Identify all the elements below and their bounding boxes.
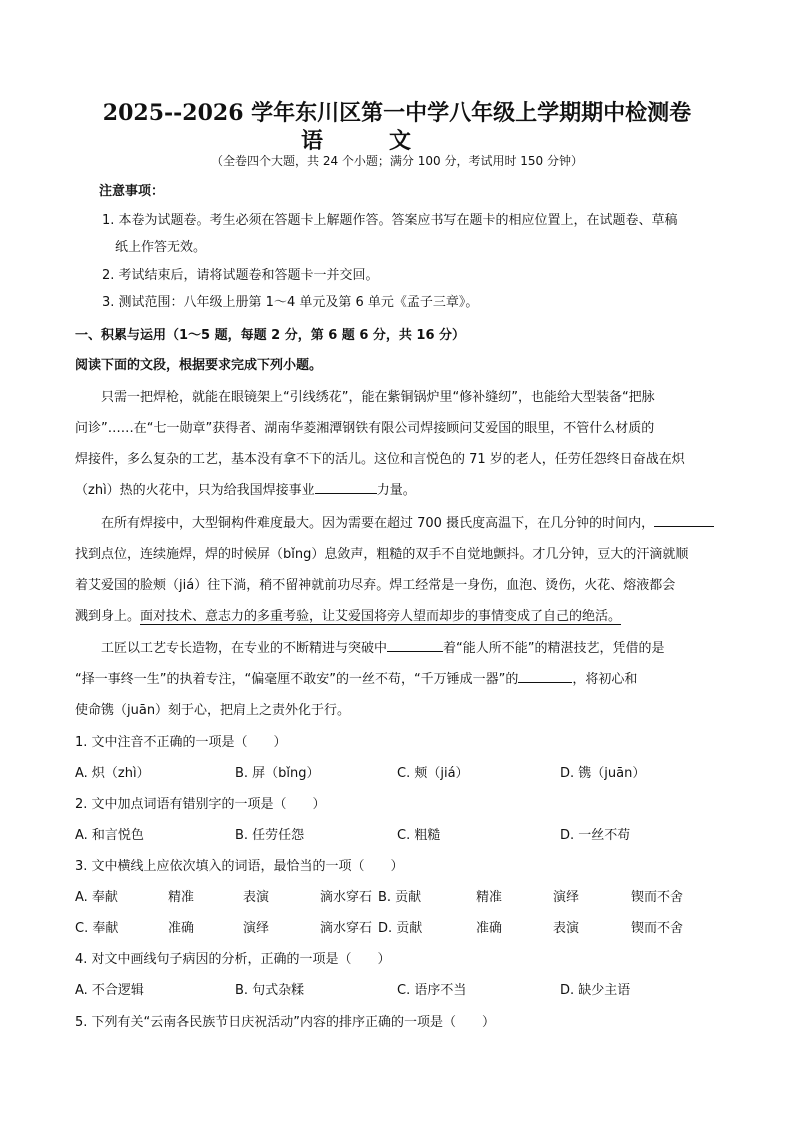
question-3-option-b-word4: 锲而不舍 <box>631 890 684 905</box>
underlined-sentence: 面对技术、意志力的多重考验，让艾爱国将旁人望而却步的事情变成了自己的绝活。 <box>140 609 622 624</box>
question-4-option-d[interactable]: D. 缺少主语 <box>560 983 631 998</box>
question-2-option-b[interactable]: B. 任劳任怨 <box>235 828 305 843</box>
passage-p2-line2: 找到点位，连续施焊，焊的时候屏（bǐng）息敛声，粗糙的双手不自觉地颤抖。才几分钟，豆大的汗滴就顺 <box>75 547 689 562</box>
passage-p1-line2: 问诊”……在“七一勋章”获得者、湖南华菱湘潭钢铁有限公司焊接顾问艾爱国的眼里，不管什么材质的 <box>75 421 655 436</box>
question-1-option-b[interactable]: B. 屏（bǐng） <box>235 766 320 781</box>
fill-blank-2 <box>654 514 714 527</box>
question-2-option-d[interactable]: D. 一丝不苟 <box>560 828 631 843</box>
notice-item-3: 3. 测试范围：八年级上册第 1～4 单元及第 6 单元《孟子三章》。 <box>102 295 479 310</box>
question-1-option-d[interactable]: D. 镌（juān） <box>560 766 646 781</box>
passage-p1-line4 <box>75 479 416 498</box>
question-4-option-a[interactable]: A. 不合逻辑 <box>75 983 144 998</box>
question-3-option-a-word3: 表演 <box>243 890 270 905</box>
question-3-option-d-word2: 准确 <box>476 921 503 936</box>
question-2-option-a[interactable]: A. 和言悦色 <box>75 828 144 843</box>
passage-p3-line2-end: ，将初心和 <box>572 672 638 687</box>
passage-p2-line3: 着艾爱国的脸颊（jiá）往下淌，稍不留神就前功尽弃。焊工经常是一身伤，血泡、烫伤，火花、熔液都会 <box>75 578 676 593</box>
passage-p3-line1-text: 工匠以工艺专长造物，在专业的不断精进与突破中 <box>101 641 388 656</box>
question-3-option-b-word3: 演绎 <box>553 890 580 905</box>
question-3-option-a[interactable]: A. 奉献 <box>75 890 118 905</box>
passage-p3-line2 <box>75 668 637 687</box>
question-3-option-d-word4: 锲而不舍 <box>631 921 684 936</box>
notice-heading: 注意事项： <box>99 184 165 199</box>
passage-p2-line4-text: 溅到身上。 <box>75 609 141 624</box>
passage-p2-line1-text: 在所有焊接中，大型铜构件难度最大。因为需要在超过 700 摄氏度高温下，在几分钟的时间内， <box>101 516 655 531</box>
question-3-option-c-word3: 演绎 <box>243 921 270 936</box>
question-3-stem: 3. 文中横线上应依次填入的词语，最恰当的一项（ ） <box>75 859 404 874</box>
section-instruction: 阅读下面的文段，根据要求完成下列小题。 <box>75 358 323 373</box>
question-3-option-b[interactable]: B. 贡献 <box>378 890 422 905</box>
question-3-option-a-word2: 精准 <box>168 890 195 905</box>
notice-item-1: 1. 本卷为试题卷。考生必须在答题卡上解题作答。答案应书写在题卡的相应位置上，在试题卷、草稿 <box>102 213 678 228</box>
passage-p1-line4-end: 力量。 <box>376 483 416 498</box>
exam-title: 2025--2026 学年东川区第一中学八年级上学期期中检测卷 <box>102 100 692 126</box>
question-3-option-a-word4: 滴水穿石 <box>320 890 373 905</box>
passage-p1-line3: 焊接件，多么复杂的工艺，基本没有拿不下的活儿。这位和言悦色的 71 岁的老人，任劳任怨终日奋战在炽 <box>75 452 685 467</box>
question-2-stem: 2. 文中加点词语有错别字的一项是（ ） <box>75 797 326 812</box>
fill-blank-3 <box>387 639 443 652</box>
subject-title: 语 文 <box>300 128 433 154</box>
question-1-option-a[interactable]: A. 炽（zhì） <box>75 766 150 781</box>
passage-p1-line1: 只需一把焊枪，就能在眼镜架上“引线绣花”，能在紫铜锅炉里“修补缝纫”，也能给大型装备“把脉 <box>101 390 655 405</box>
passage-p3-line2-text: “择一事终一生”的执着专注，“偏毫厘不敢安”的一丝不苟，“千万锤成一器”的 <box>75 672 519 687</box>
section-heading: 一、积累与运用（1～5 题，每题 2 分，第 6 题 6 分，共 16 分） <box>75 328 466 343</box>
passage-p1-line4-text: （zhì）热的火花中，只为给我国焊接事业 <box>75 483 315 498</box>
passage-p3-line1-end: 着“能人所不能”的精湛技艺，凭借的是 <box>443 641 665 656</box>
question-3-option-b-word2: 精准 <box>476 890 503 905</box>
fill-blank-1 <box>315 481 377 494</box>
passage-p2-line1 <box>101 512 714 531</box>
question-3-option-c[interactable]: C. 奉献 <box>75 921 119 936</box>
question-4-option-c[interactable]: C. 语序不当 <box>397 983 467 998</box>
question-2-option-c[interactable]: C. 粗糙 <box>397 828 441 843</box>
exam-note: （全卷四个大题，共 24 个小题；满分 100 分，考试用时 150 分钟） <box>211 154 583 168</box>
passage-p3-line3: 使命镌（juān）刻于心，把肩上之责外化于行。 <box>75 703 351 718</box>
question-4-option-b[interactable]: B. 句式杂糅 <box>235 983 305 998</box>
question-3-option-c-word4: 滴水穿石 <box>320 921 373 936</box>
question-1-stem: 1. 文中注音不正确的一项是（ ） <box>75 735 287 750</box>
fill-blank-4 <box>518 670 572 683</box>
question-3-option-c-word2: 准确 <box>168 921 195 936</box>
question-3-option-d-word3: 表演 <box>553 921 580 936</box>
question-3-option-d[interactable]: D. 贡献 <box>378 921 423 936</box>
question-4-stem: 4. 对文中画线句子病因的分析，正确的一项是（ ） <box>75 952 391 967</box>
passage-p3-line1 <box>101 637 665 656</box>
notice-item-2: 2. 考试结束后，请将试题卷和答题卡一并交回。 <box>102 268 379 283</box>
question-5-stem: 5. 下列有关“云南各民族节日庆祝活动”内容的排序正确的一项是（ ） <box>75 1015 496 1030</box>
passage-p2-line4 <box>75 605 621 624</box>
notice-item-1-cont: 纸上作答无效。 <box>115 240 207 255</box>
question-1-option-c[interactable]: C. 颊（jiá） <box>397 766 469 781</box>
